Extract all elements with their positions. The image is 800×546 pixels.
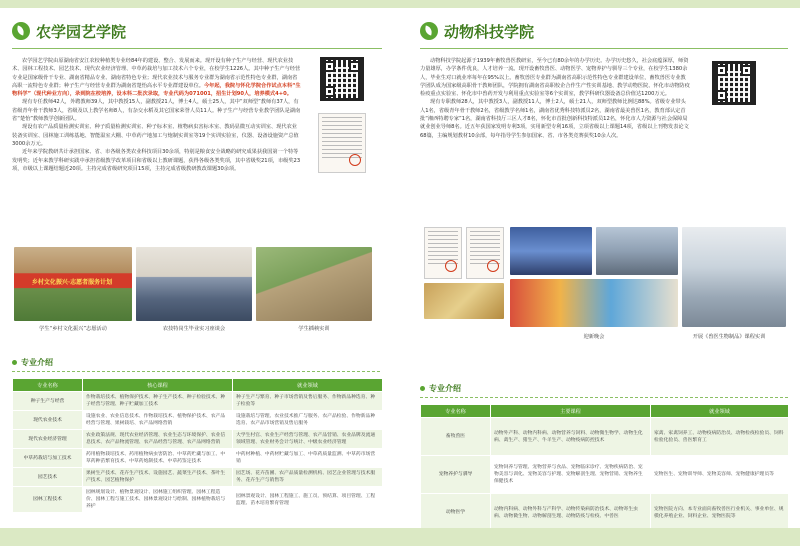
- table-header: 核心课程: [83, 379, 233, 392]
- bullet-icon: [12, 360, 17, 365]
- intro-paragraph: 现有专职教师28人，其中教授3人，副教授11人，博士2人，硕士21人，双师型教师比例达88%。省级专业带头人1名，省级青年骨干教师2名，省级教学名师1名，湖南省优秀科技特派员2名，湖南省最美兽医1名，教育部认定首批“湘西特聘专家”1名，湖南省科技厅三区人才8名，怀化市首批创新科技特派员12名，怀化市人力资源与社会保障局就业创业导师8名。近五年获国家发明专利3项，实用新型专利16项，立项省级以上课题14项，省级以上刊物发表论文68篇，主编规划教材10余部，每年指导学生参加国家、省、市各类竞赛获奖10余人次。: [420, 99, 689, 139]
- stage-event-photo: [510, 227, 592, 275]
- lab-training-photo: [682, 227, 786, 327]
- photo-caption: 迎新晚会: [583, 334, 605, 340]
- volunteer-activity-photo: [14, 247, 132, 321]
- qr-code-icon: [712, 61, 756, 105]
- table-row: 中草药栽培与加工技术 药用植物栽培技术、药用植物病虫害防治、中草药贮藏与加工、中草药种苗繁育技术、中草药炮制技术、中草药鉴定技术 中药材种植、中药材贮藏与加工、中草药质量监测、中草药市场营销: [13, 449, 383, 468]
- rice-planting-photo: [256, 247, 372, 321]
- table-row: 畜牧兽医 动物外产科、动物内科病、动物营养与饲料、动物微生物学、动物生化病、禽生产、猪生产、牛羊生产、动物疫病防控技术 家禽、家禽饲养工、动物疫病防治员、动物检疫检验员、饲料检验化验员、兽医繁育工: [421, 418, 789, 456]
- photo-caption: 学生“乡村文化振兴”志愿活动: [39, 326, 107, 332]
- photo-caption: 开展《兽医生物制品》课程实训: [692, 334, 766, 340]
- highlight-notice: 今年起，我院与怀化学院合作试点本科“生物科学”（现代种业方向），录到院在校培养，设本科二批次录取，专业代码为071001，招生计划90人，培养模式4+0。: [12, 82, 301, 98]
- certificate-document: [318, 113, 366, 173]
- lecture-photo: [596, 227, 678, 275]
- table-row: 种子生产与经营 作物栽培技术、植物保护技术、种子生产技术、种子检验技术、种子经营与管理、种子贮藏加工技术 种子生产与繁育、种子市场营销及售后服务、作物新品种选育、种子检验等: [13, 392, 383, 411]
- section-divider: [420, 397, 788, 398]
- patent-certificate: [424, 227, 462, 279]
- table-header: 专业名称: [421, 405, 491, 418]
- bullet-icon: [420, 386, 425, 391]
- welcome-party-photo: [510, 279, 678, 327]
- majors-heading: 专业介绍: [420, 383, 788, 394]
- award-photo: [424, 283, 504, 319]
- agronomy-title-row: [12, 18, 382, 44]
- table-row: 园艺技术 果树生产技术、花卉生产技术、设施园艺、蔬菜生产技术、茶叶生产技术、园艺植物保护 园艺场、花卉苗圃、农产品质量检测机构、园艺企业管理与技术服务、花卉生产与销售等: [13, 468, 383, 487]
- agronomy-intro: [12, 57, 382, 357]
- majors-table: [420, 404, 788, 530]
- table-row: 园林工程技术 园林规划设计、植物景观设计、园林施工组织管理、园林工程造价、园林工程与施工技术、园林景观设计与绘制、园林植物栽培与养护 园林景观设计、园林工程施工、施工员、预结算、项目管理、工程监理、苗木培育繁育管理: [13, 487, 383, 513]
- agronomy-page: [12, 18, 382, 530]
- majors-heading: 专业介绍: [12, 357, 382, 368]
- table-header: 就业领域: [233, 379, 383, 392]
- bottom-decor-bar: [0, 528, 800, 546]
- qr-code-icon: [320, 57, 364, 101]
- table-row: 现代农业经济管理 农业政策法规、现代农业经济管理、农业生态与环境保护、农业信息技术、农产品物流管理、农产品经营与管理、农产品网络营销 大学生村官、农业生产经营与管理、农产品营销、农业品牌及流通领域管理、农业财务会计与统计、中级农业经济管理: [13, 430, 383, 449]
- leaf-icon: [12, 22, 30, 40]
- animal-title-row: [420, 18, 788, 44]
- section-divider: [12, 371, 382, 372]
- photo-caption: 学生插秧实训: [298, 326, 330, 332]
- banner-text: 乡村文化振兴·志愿者服务计划: [31, 279, 113, 286]
- title-divider: [420, 48, 788, 49]
- patent-certificate: [466, 227, 504, 279]
- internship-meeting-photo: [136, 247, 252, 321]
- page-title: 动物科技学院: [444, 22, 535, 41]
- table-row: 现代农业技术 设施农业、农业信息技术、作物栽培技术、植物保护技术、农产品经营与管理、果树栽培、农产品网络营销 设施栽培与管理、农业技术推广与服务、农产品检验、作物新品种选育、农产品市场营销及售后服务: [13, 411, 383, 430]
- intro-paragraph: 农学园艺学院由原湖南省安江农校种植类专业经84年的建设、整合、发展而来。现开设有种子生产与经营、现代农业技术、园林工程技术、园艺技术、现代农业经济管理、中草药栽培与加工技术六个专业，在校学生1226人。其中种子生产与经营专业是国家级骨干专业、湖南省精品专业、湖南省特色专业；现代农业技术与服务专业群为湖南省示范性特色专业群，湖南省高职一流特色专业群；种子生产与经营专业群为湖南省楚怡高水平专业群建设单位。今年起，我院与怀化学院合作试点本科“生物科学”（现代种业方向），录到院在校培养，设本科二批次录取，专业代码为071001，招生计划90人，培养模式4+0。: [12, 58, 301, 98]
- intro-paragraph: 动物科技学院起源于1939年畜牧兽医教研室，至今已有80余年的办学历史。办学历史悠久，社会底蕴深厚，师资力量雄厚，办学条件优良，人才培养一流。现开设畜牧兽医、动物医学、宠物养护与驯导三个专业，在校学生1380余人，毕业生对口就业率每年在95%以上。畜牧兽医专业群为湖南省高职示范性特色专业群建设单位，畜牧兽医专业教学团队成为国家级高职骨干教师团队，学院拥有湖南省高职校企合作生产性实训基地、教学动物医院、怀化市动物防疫检疫重点实验室、怀化市中兽药开发与利用重点实验室等6个实训室，教学科研仪器设备总价值达1200万元。: [420, 58, 690, 98]
- table-row: 动物医学 动物内科病、动物外科与产科学、动物传染病防治技术、动物寄生虫病、动物微生物、动物解剖生理、动物防疫与检疫、中兽医 宠物医院方向、本专业面向畜牧兽医行业机关、事业单位、规模化养殖企业、饲料企业、宠物医院等: [421, 494, 789, 531]
- photo-caption: 农技特岗生毕业实习座谈会: [162, 326, 226, 332]
- intro-paragraph: 现有专任教师42人，外聘教师39人，其中教授15人，副教授21人，博士4人，硕士25人，其中“双师型”教师有37人，有省级青年骨干教师3人，省级及以上教学名师8人，有杂交水稻及其它国家荣誉人员11人。种子生产与经营专业教学团队是湖南省“楚怡”教师教学创新团队。: [12, 99, 301, 123]
- table-row: 宠物养护与驯导 宠物饲养与管理、宠物营养与食品、宠物临床诊疗、宠物疾病防治、宠物美容与训化、宠物美容与护理、宠物解剖生理、宠物营销、宠物养生保健技术 宠物医生、宠物训导师、宠物美容师、宠物健康护理员等: [421, 456, 789, 494]
- animal-intro: [420, 57, 788, 353]
- intro-paragraph: 现设有农产品质量检测实训室、种子质量检测实训室、种子标本室、植物病虫害标本室、教码显微互动实训室、现代农业装备实训室、园林施工训练基地、智能温室大棚、中草药产地加工与炮制实训室等19个实训实验室，仪器、设备设施资产总值3000余万元。: [12, 124, 299, 147]
- table-header: 专业名称: [13, 379, 83, 392]
- title-divider: [12, 48, 382, 49]
- leaf-icon: [420, 22, 438, 40]
- majors-table: [12, 378, 382, 513]
- animal-science-page: [420, 18, 788, 530]
- page-title: 农学园艺学院: [36, 22, 127, 41]
- table-header: 主要课程: [491, 405, 651, 418]
- top-decor-bar: [0, 0, 800, 8]
- intro-paragraph: 近年来学院教研共计承担国家、省、市各级各类农业科技项目30余项，特别是粮食安全战略的研究成果获我国第一个特等发明奖；近年来教学科研实践中承担省级教学改革项目和省级以上教研课题，获得各级各类奖项，其中省级奖21项，市级奖23项，市级以上课题结题近20项。主持完成省级研究项目15项，主持完成省级教研教改课题30余项。: [12, 149, 301, 172]
- table-header: 就业领域: [651, 405, 789, 418]
